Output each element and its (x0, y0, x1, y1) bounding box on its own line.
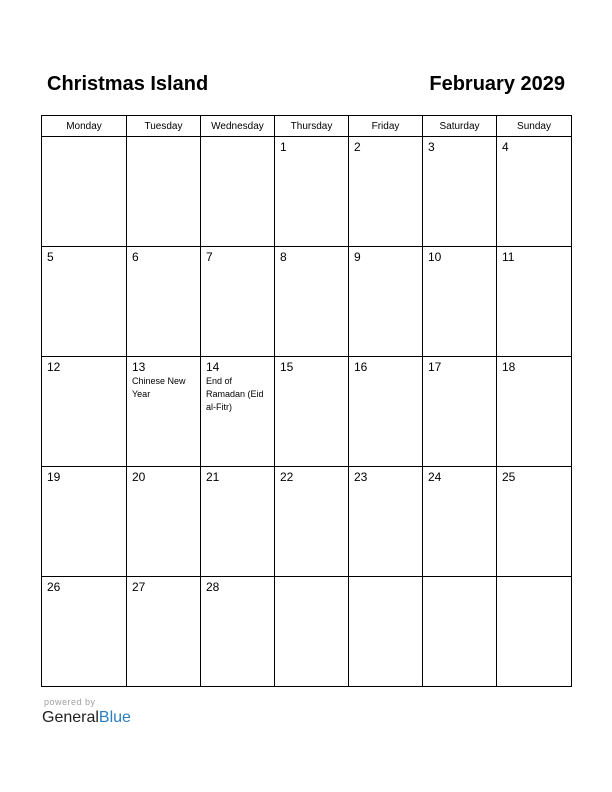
day-cell-content (201, 577, 274, 686)
day-cell (349, 467, 423, 577)
day-cell-content (349, 577, 422, 686)
day-cell-content (42, 247, 126, 356)
day-cell-content (42, 137, 126, 246)
day-cell-content (42, 357, 126, 466)
day-cell (497, 467, 572, 577)
day-cell-content (275, 467, 348, 576)
day-cell (201, 357, 275, 467)
day-cell-content (423, 467, 496, 576)
day-cell (42, 247, 127, 357)
day-cell (201, 577, 275, 687)
day-cell (127, 357, 201, 467)
day-cell-content (127, 467, 200, 576)
day-cell (349, 137, 423, 247)
day-cell-content (497, 247, 571, 356)
day-cell (201, 467, 275, 577)
day-cell (423, 357, 497, 467)
day-cell-content (201, 467, 274, 576)
day-cell-content (349, 247, 422, 356)
day-cell-content (127, 247, 200, 356)
day-cell (42, 137, 127, 247)
day-number: 27 (132, 580, 146, 594)
day-cell-content (497, 467, 571, 576)
day-cell (42, 577, 127, 687)
day-cell-content (275, 577, 348, 686)
day-cell (42, 467, 127, 577)
brand-logo-part1: General (42, 709, 99, 726)
day-cell (423, 247, 497, 357)
day-number: 11 (502, 250, 515, 264)
day-cell-content (201, 247, 274, 356)
day-cell (42, 357, 127, 467)
day-cell (497, 247, 572, 357)
day-cell (127, 247, 201, 357)
day-cell-content (275, 137, 348, 246)
day-cell-content (127, 137, 200, 246)
region-title: Christmas Island (47, 73, 209, 95)
day-cell-content (201, 137, 274, 246)
day-cell (349, 577, 423, 687)
day-cell (275, 357, 349, 467)
calendar-week-row (42, 247, 572, 357)
day-cell-content (275, 247, 348, 356)
day-number: 24 (428, 470, 442, 484)
day-cell-content (42, 577, 126, 686)
day-cell-content (127, 577, 200, 686)
day-number: 23 (354, 470, 368, 484)
day-cell (201, 247, 275, 357)
weekday-monday: Monday (42, 116, 127, 137)
weekday-saturday: Saturday (423, 116, 497, 137)
weekday-thursday: Thursday (275, 116, 349, 137)
day-number: 7 (206, 250, 213, 264)
holiday-label: End of Ramadan (Eid al-Fitr) (206, 376, 264, 412)
calendar-week-row (42, 357, 572, 467)
month-year-title: February 2029 (429, 73, 565, 95)
weekday-header-row (42, 116, 572, 137)
day-number: 20 (132, 470, 146, 484)
day-cell-content (349, 467, 422, 576)
day-cell (275, 577, 349, 687)
day-number: 16 (354, 360, 368, 374)
day-number: 1 (280, 140, 287, 154)
day-cell (497, 357, 572, 467)
day-cell (275, 247, 349, 357)
day-cell (423, 137, 497, 247)
day-number: 12 (47, 360, 61, 374)
day-cell-content (423, 577, 496, 686)
day-cell (497, 137, 572, 247)
day-number: 28 (206, 580, 220, 594)
day-number: 14 (206, 360, 220, 374)
brand-logo-part2: Blue (98, 709, 131, 726)
day-cell-content (423, 357, 496, 466)
day-number: 4 (502, 140, 509, 154)
calendar-grid (41, 115, 572, 687)
calendar-week-row (42, 577, 572, 687)
day-cell (127, 467, 201, 577)
weekday-wednesday: Wednesday (201, 116, 275, 137)
day-cell-content (497, 137, 571, 246)
day-cell-content (349, 357, 422, 466)
day-number: 18 (502, 360, 516, 374)
day-number: 6 (132, 250, 139, 264)
day-cell-content (497, 577, 571, 686)
day-cell-content (275, 357, 348, 466)
day-number: 15 (280, 360, 294, 374)
day-cell (275, 137, 349, 247)
day-number: 17 (428, 360, 442, 374)
day-cell (423, 467, 497, 577)
weekday-friday: Friday (349, 116, 423, 137)
calendar-week-row (42, 137, 572, 247)
day-cell (497, 577, 572, 687)
day-number: 8 (280, 250, 287, 264)
day-cell-content (42, 467, 126, 576)
brand-logo[interactable] (42, 708, 131, 728)
day-number: 22 (280, 470, 294, 484)
day-cell (349, 357, 423, 467)
day-cell (423, 577, 497, 687)
day-cell (127, 137, 201, 247)
day-number: 2 (354, 140, 361, 154)
day-cell-content (423, 247, 496, 356)
weekday-sunday: Sunday (497, 116, 572, 137)
day-number: 9 (354, 250, 361, 264)
day-cell-content (201, 357, 274, 466)
day-number: 10 (428, 250, 442, 264)
day-number: 5 (47, 250, 54, 264)
day-number: 25 (502, 470, 516, 484)
weekday-tuesday: Tuesday (127, 116, 201, 137)
calendar-week-row (42, 467, 572, 577)
day-cell (201, 137, 275, 247)
holiday-label: Chinese New Year (132, 376, 186, 399)
day-cell (275, 467, 349, 577)
powered-by-label: powered by (44, 697, 96, 707)
day-number: 21 (206, 470, 220, 484)
day-cell (127, 577, 201, 687)
day-cell-content (349, 137, 422, 246)
day-cell (349, 247, 423, 357)
day-number: 26 (47, 580, 61, 594)
day-cell-content (497, 357, 571, 466)
day-number: 13 (132, 360, 146, 374)
day-cell-content (423, 137, 496, 246)
day-cell-content (127, 357, 200, 466)
day-number: 19 (47, 470, 61, 484)
day-number: 3 (428, 140, 435, 154)
